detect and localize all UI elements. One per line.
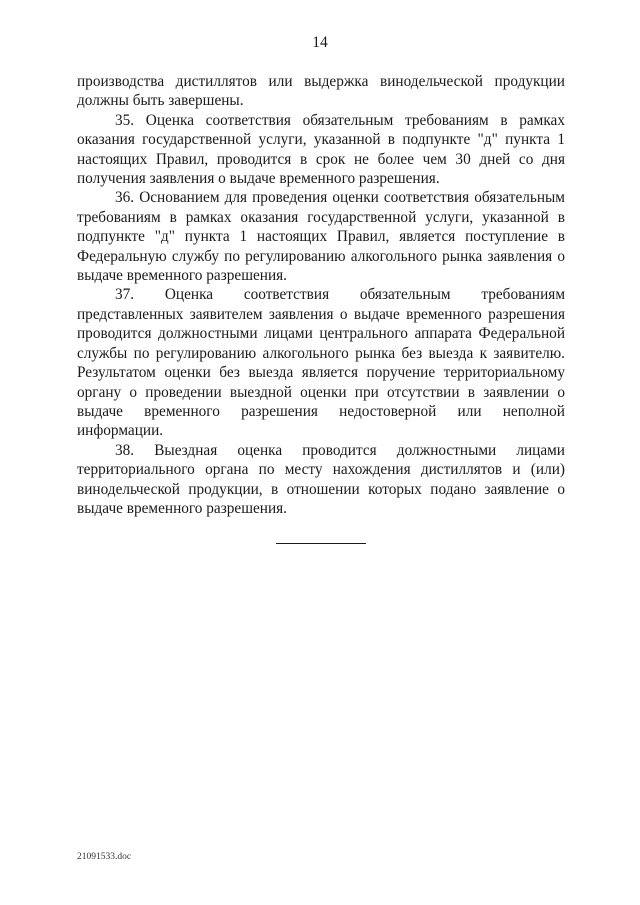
paragraph-37: 37. Оценка соответствия обязательным требованиям представленных заявителем заявления о выдаче временного разрешения проводится должностными лицами центрального аппарата Федеральной службы по регулированию алкогольного рынка без выезда к заявителю. Результатом оценки без выезда является поручение территориальному органу о проведении выездной оценки при отсутствии в заявлении о выдаче временного разрешения недостоверной или неполной информации. — [77, 286, 565, 440]
page-number: 14 — [312, 34, 328, 51]
paragraph-38: 38. Выездная оценка проводится должностными лицами территориального органа по месту нахождения дистиллятов и (или) винодельческой продукции, в отношении которых подано заявление о выдаче временного разрешения. — [77, 441, 565, 517]
paragraph-continuation: производства дистиллятов или выдержка винодельческой продукции должны быть завершены. — [77, 73, 565, 110]
end-separator-line — [276, 543, 366, 544]
paragraph-35: 35. Оценка соответствия обязательным требованиям в рамках оказания государственной услуги, указанной в подпункте "д" пункта 1 настоящих Правил, проводится в срок не более чем 30 дней со дня получения заявления о выдаче временного разрешения. — [77, 111, 565, 188]
paragraph-36: 36. Основанием для проведения оценки соответствия обязательным требованиям в рамках оказания государственной услуги, указанной в подпункте "д" пункта 1 настоящих Правил, является поступление в Федеральную службу по регулированию алкогольного рынка заявления о выдаче временного разрешения. — [77, 189, 565, 285]
file-reference: 21091533.doc — [77, 852, 132, 862]
document-body — [77, 72, 565, 518]
